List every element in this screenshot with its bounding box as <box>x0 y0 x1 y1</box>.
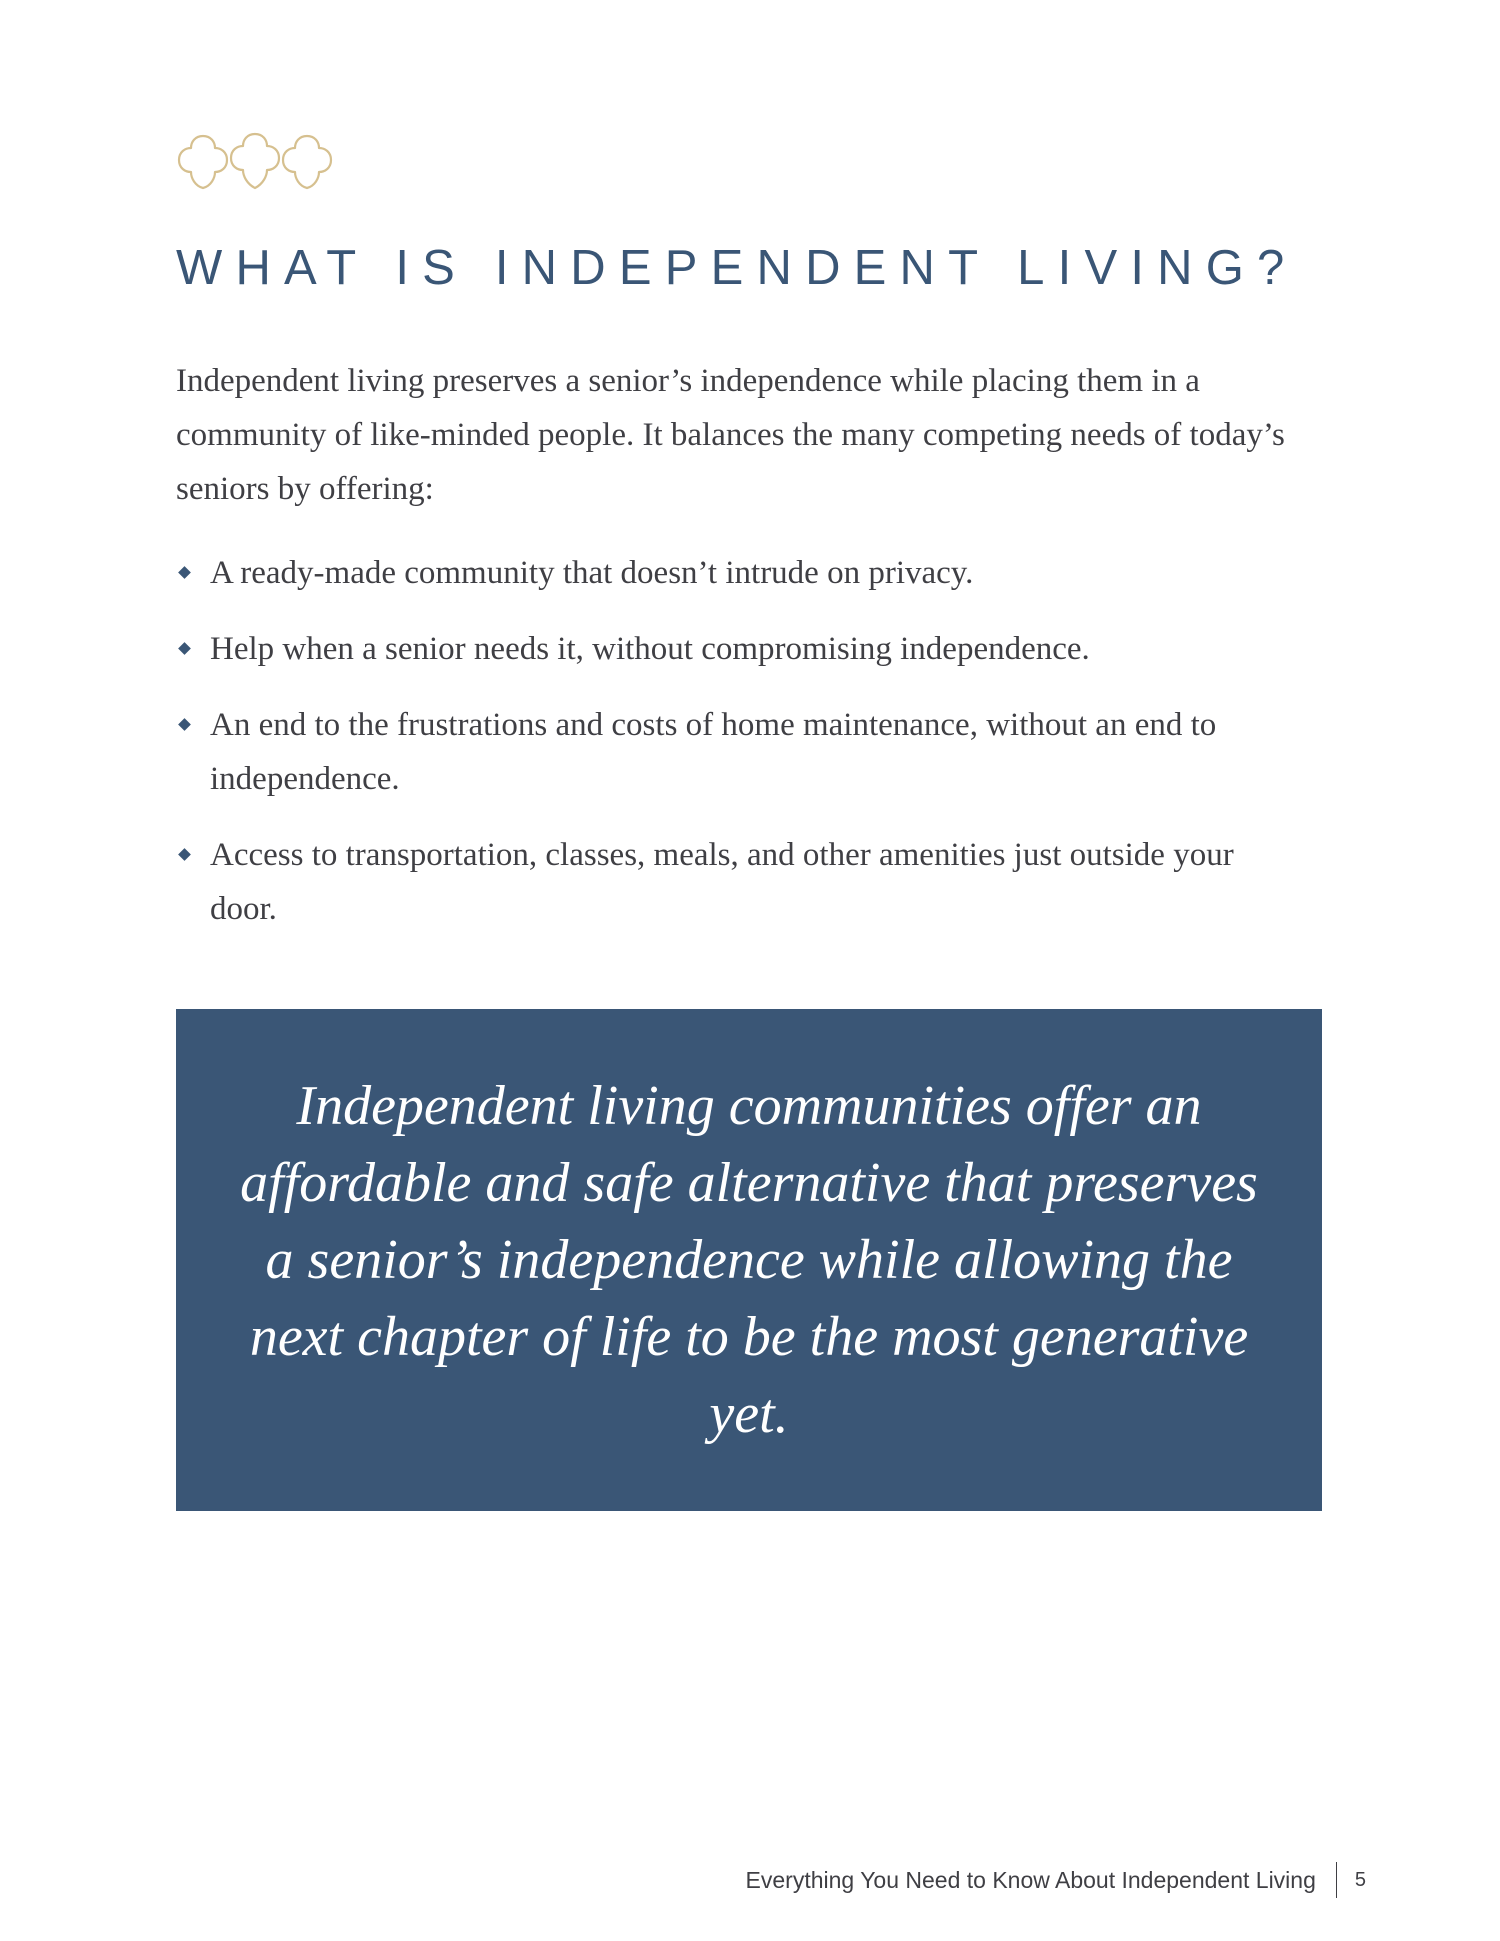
quatrefoil-ornament-icon <box>175 130 335 192</box>
pull-quote-box <box>176 1009 1322 1511</box>
diamond-bullet-icon <box>178 566 191 579</box>
diamond-bullet-icon <box>178 718 191 731</box>
list-item <box>176 698 1306 806</box>
diamond-bullet-icon <box>178 642 191 655</box>
diamond-bullet-icon <box>178 848 191 861</box>
list-item-text: Help when a senior needs it, without compromising independence. <box>210 631 1090 667</box>
list-item-text: A ready-made community that doesn’t intrude on privacy. <box>210 555 974 591</box>
list-item <box>176 828 1306 936</box>
page-number: 5 <box>1354 1868 1366 1891</box>
list-item-text: Access to transportation, classes, meals, and other amenities just outside your door. <box>210 837 1234 927</box>
list-item-text: An end to the frustrations and costs of home maintenance, without an end to independence. <box>210 707 1217 797</box>
pull-quote-text: Independent living communities offer an affordable and safe alternative that preserves a senior’s independence while allowing the next chapter of life to be the most generative yet. <box>240 1074 1258 1445</box>
intro-paragraph: Independent living preserves a senior’s independence while placing them in a community of like-minded people. It balances the many competing needs of today’s seniors by offering: <box>176 363 1285 507</box>
benefits-list <box>176 546 1306 958</box>
footer-document-title: Everything You Need to Know About Independent Living <box>745 1866 1316 1893</box>
page-title: WHAT IS INDEPENDENT LIVING? <box>176 241 1298 295</box>
footer-divider <box>1336 1862 1337 1898</box>
list-item <box>176 622 1306 676</box>
page-footer <box>746 1862 1366 1898</box>
list-item <box>176 546 1306 600</box>
